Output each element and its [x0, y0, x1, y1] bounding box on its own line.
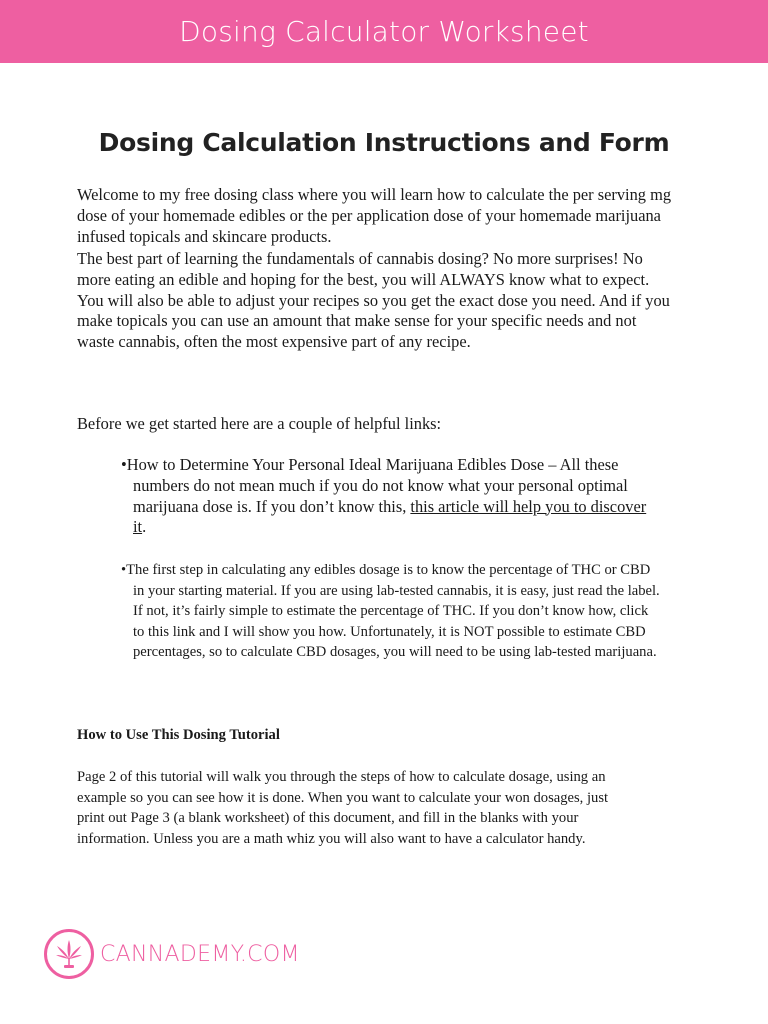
bullet-marker: • — [121, 455, 127, 474]
links-intro-paragraph: Before we get started here are a couple of helpful links: — [77, 414, 442, 433]
how-to-heading: How to Use This Dosing Tutorial — [77, 727, 280, 743]
page-title: Dosing Calculation Instructions and Form — [98, 128, 670, 157]
header-banner — [0, 0, 768, 63]
discover-dose-link[interactable]: this article will help you to discover it — [133, 496, 647, 537]
bullet-text: How to Determine Your Personal Ideal Marijuana Edibles Dose – All these numbers do not mean much if you do not know what your personal optimal marijuana dose is. If you don’t know this, — [126, 455, 628, 516]
bullet-item — [121, 560, 663, 663]
cannabis-leaf-icon — [44, 929, 94, 979]
bullet-text-end: . — [142, 517, 147, 537]
how-to-paragraph: Page 2 of this tutorial will walk you through the steps of how to calculate dosage, using an example so you can see how it is done. When you want to calculate your won dosages, just print out Page 3 (a blank worksheet) of this document, and fill in the blanks with your information. Unless you are a math whiz you will also want to have a calculator handy. — [77, 769, 609, 847]
brand-name[interactable]: CANNADEMY.COM — [100, 941, 300, 967]
bullet-text: The first step in calculating any edibles dosage is to know the percentage of THC or CBD in your starting material. If you are using lab-tested cannabis, it is easy, just read the label. If not, it’s fairly simple to estimate the percentage of THC. If you don’t know how, click to this link and I will show you how. Unfortunately, it is NOT possible to estimate CBD percentages, so to calculate CBD dosages, you will need to be using lab-tested marijuana. — [126, 562, 660, 661]
bullet-item — [121, 455, 663, 538]
intro-paragraph: Welcome to my free dosing class where you will learn how to calculate the per serving mg dose of your homemade edibles or the per application dose of your homemade marijuana infused topicals and skincare products. — [77, 185, 672, 246]
footer-brand — [44, 925, 300, 983]
banner-title: Dosing Calculator Worksheet — [179, 15, 589, 48]
best-part-paragraph: The best part of learning the fundamentals of cannabis dosing? No more surprises! No more eating an edible and hoping for the best, you will ALWAYS know what to expect. You will also be able to adjust your recipes so you get the exact dose you need. And if you make topicals you can use an amount that make sense for your specific needs and not waste cannabis, often the most expensive part of any recipe. — [77, 249, 670, 352]
bullet-marker: • — [121, 562, 127, 578]
